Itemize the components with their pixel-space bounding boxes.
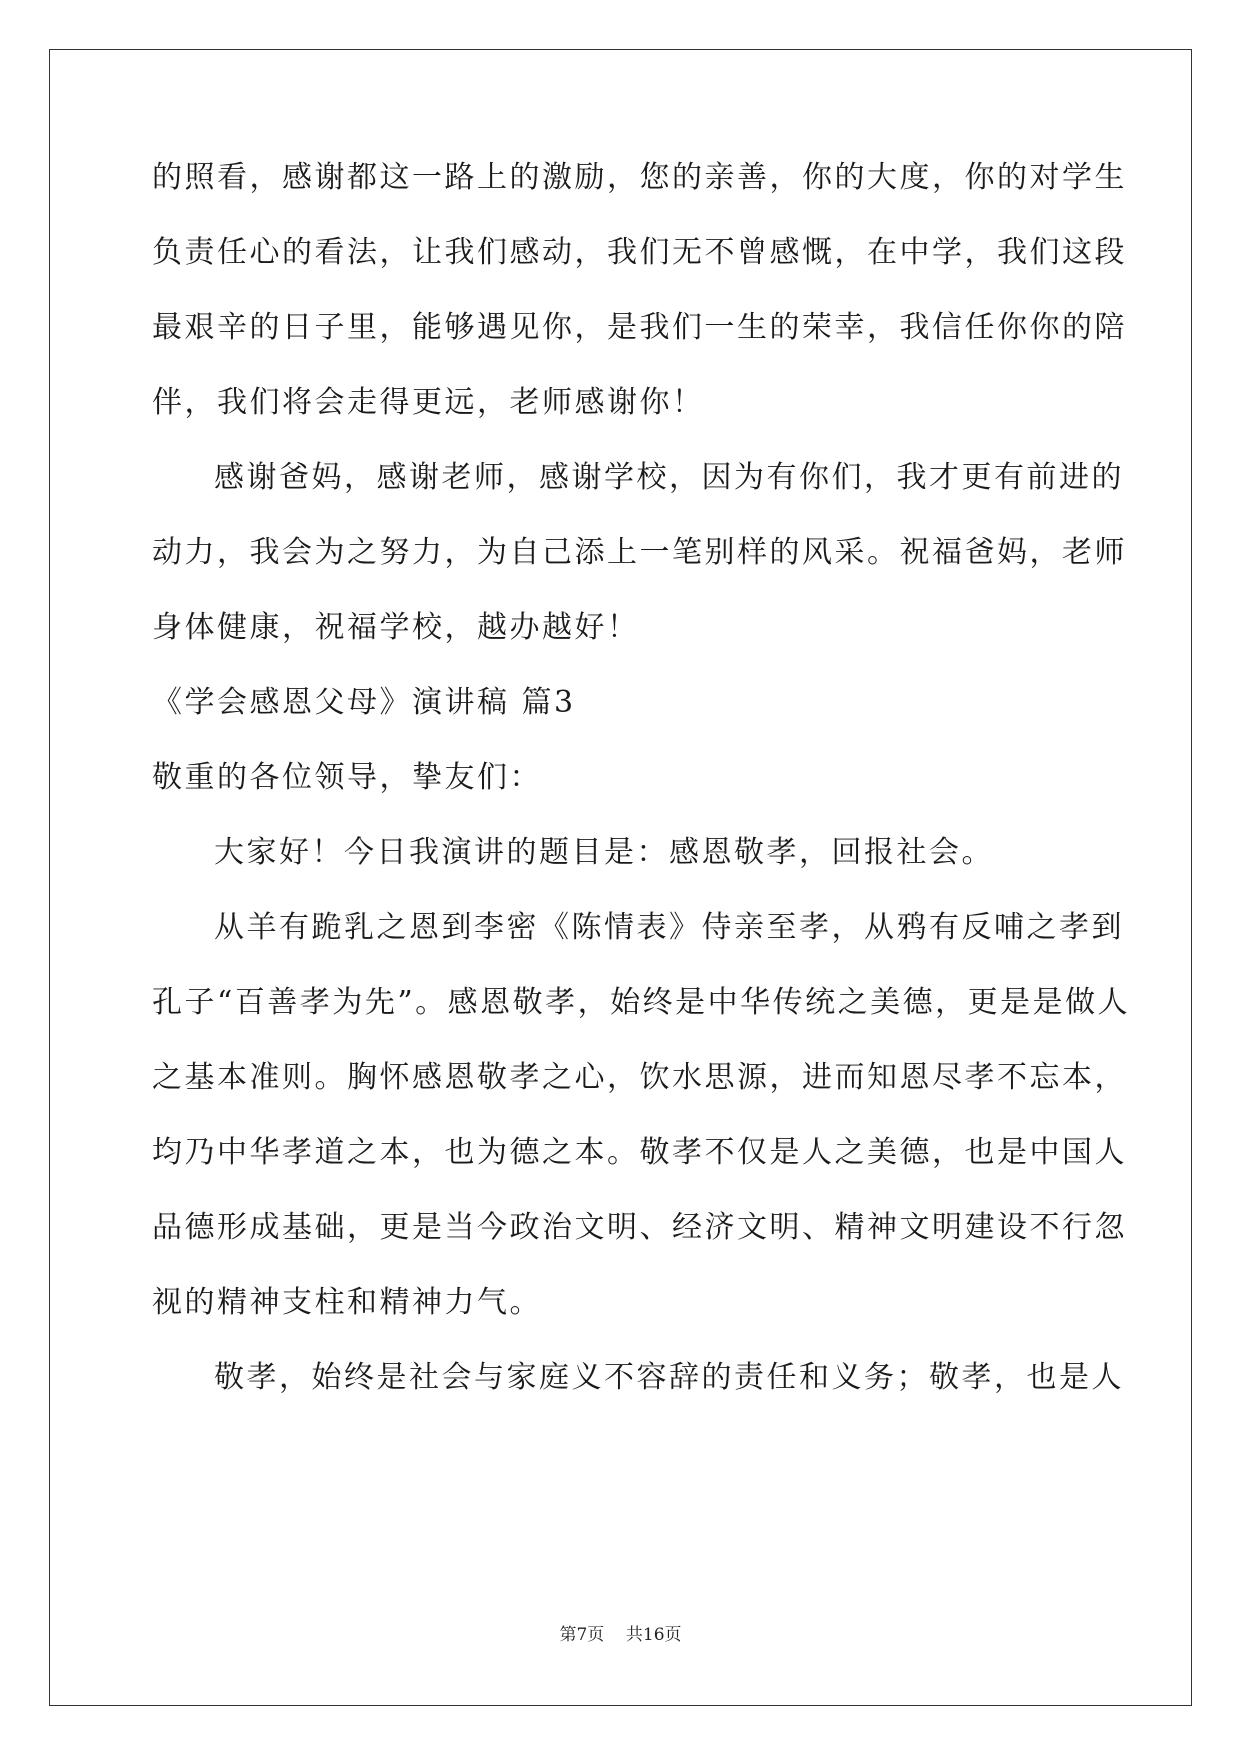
text-line: 视的精神支柱和精神力气。 bbox=[152, 1285, 542, 1320]
paragraph-first-line: 感谢爸妈，感谢老师，感谢学校，因为有你们，我才更有前进的 bbox=[214, 460, 1124, 495]
text-line: 动力，我会为之努力，为自己添上一笔别样的风采。祝福爸妈，老师 bbox=[152, 535, 1127, 570]
text-line: 的照看，感谢都这一路上的激励，您的亲善，你的大度，你的对学生 bbox=[152, 160, 1127, 195]
paragraph-first-line: 从羊有跪乳之恩到李密《陈情表》侍亲至孝，从鸦有反哺之孝到 bbox=[214, 910, 1124, 945]
salutation: 敬重的各位领导，挚友们： bbox=[152, 760, 542, 795]
text-line: 均乃中华孝道之本，也为德之本。敬孝不仅是人之美德，也是中国人 bbox=[152, 1135, 1127, 1170]
page-number: 第7页 bbox=[559, 1625, 605, 1645]
text-line: 品德形成基础，更是当今政治文明、经济文明、精神文明建设不行忽 bbox=[152, 1210, 1127, 1245]
page-footer bbox=[0, 1624, 1241, 1646]
text-line: 身体健康，祝福学校，越办越好！ bbox=[152, 610, 640, 645]
page-total: 共16页 bbox=[625, 1625, 682, 1645]
text-line: 负责任心的看法，让我们感动，我们无不曾感慨，在中学，我们这段 bbox=[152, 235, 1127, 270]
page-border bbox=[49, 49, 1192, 1706]
paragraph-first-line: 敬孝，始终是社会与家庭义不容辞的责任和义务；敬孝，也是人 bbox=[214, 1360, 1124, 1395]
text-line: 孔子“百善孝为先”。感恩敬孝，始终是中华传统之美德，更是是做人 bbox=[152, 985, 1131, 1020]
section-heading: 《学会感恩父母》演讲稿 篇3 bbox=[152, 685, 576, 720]
text-line: 之基本准则。胸怀感恩敬孝之心，饮水思源，进而知恩尽孝不忘本， bbox=[152, 1060, 1127, 1095]
text-line: 伴，我们将会走得更远，老师感谢你！ bbox=[152, 385, 705, 420]
text-line: 最艰辛的日子里，能够遇见你，是我们一生的荣幸，我信任你你的陪 bbox=[152, 310, 1127, 345]
paragraph-first-line: 大家好！今日我演讲的题目是：感恩敬孝，回报社会。 bbox=[214, 835, 994, 870]
